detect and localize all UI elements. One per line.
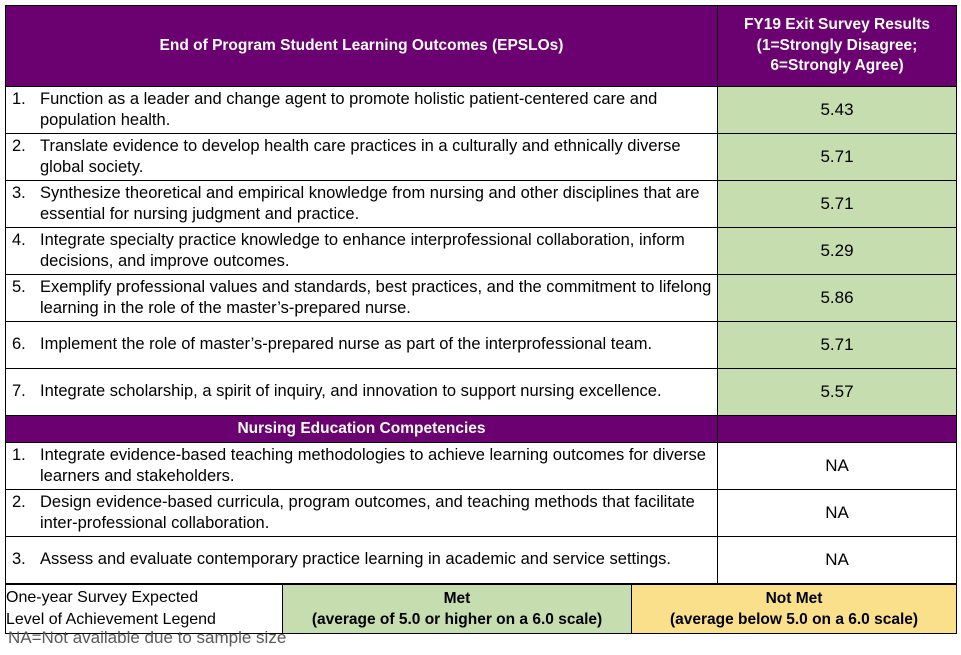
epslo-outcome-cell (6, 134, 718, 181)
competency-text: Integrate evidence-based teaching methodologies to achieve learning outcomes for diverse learners and stakeholders. (40, 445, 706, 485)
epslo-number: 7. (12, 382, 26, 401)
section-title-nursing-education-competencies: Nursing Education Competencies (6, 416, 718, 443)
table-row (6, 228, 957, 275)
competency-number: 3. (12, 550, 26, 569)
epslo-text: Integrate scholarship, a spirit of inquiry, and innovation to support nursing excellence. (40, 382, 662, 401)
epslo-text: Translate evidence to develop health care practices in a culturally and ethnically diverse global society. (40, 136, 681, 176)
epslo-score: 5.57 (718, 369, 957, 416)
epslo-outcome-cell (6, 181, 718, 228)
legend-row (6, 585, 957, 634)
header-results-line-3: 6=Strongly Agree) (770, 57, 904, 75)
epslo-outcome-cell (6, 87, 718, 134)
competency-outcome-cell (6, 490, 718, 537)
table-row (6, 443, 957, 490)
epslo-score: 5.43 (718, 87, 957, 134)
epslo-outcome-cell (6, 275, 718, 322)
table-row (6, 369, 957, 416)
table-row (6, 87, 957, 134)
competency-text: Assess and evaluate contemporary practice learning in academic and service settings. (40, 550, 671, 569)
legend-table (5, 584, 957, 634)
table-row (6, 275, 957, 322)
legend-met-title: Met (443, 589, 471, 607)
epslo-score: 5.71 (718, 134, 957, 181)
epslo-number: 3. (12, 183, 26, 202)
outcomes-table-container (5, 5, 956, 634)
legend-met-cell (283, 585, 632, 634)
epslo-number: 6. (12, 335, 26, 354)
competency-score: NA (718, 537, 957, 584)
competency-outcome-cell (6, 443, 718, 490)
legend-notmet-cell (632, 585, 957, 634)
epslo-score: 5.86 (718, 275, 957, 322)
legend-label-line-1: One-year Survey Expected (6, 588, 199, 606)
na-footnote: NA=Not available due to sample size (8, 628, 287, 647)
table-row (6, 490, 957, 537)
section-band-right-spacer (718, 416, 957, 443)
table-row (6, 322, 957, 369)
competency-text: Design evidence-based curricula, program outcomes, and teaching methods that facilitate inter-professional collaboration. (40, 492, 695, 532)
legend-label-line-2: Level of Achievement Legend (6, 611, 216, 628)
header-results-line-2: (1=Strongly Disagree; (756, 36, 918, 54)
header-results-column (718, 6, 957, 87)
competency-score: NA (718, 490, 957, 537)
legend-notmet-title: Not Met (765, 589, 823, 607)
table-row (6, 181, 957, 228)
epslo-results-table (5, 5, 957, 584)
legend-label (6, 585, 283, 634)
epslo-score: 5.29 (718, 228, 957, 275)
epslo-number: 1. (12, 89, 26, 108)
epslo-text: Function as a leader and change agent to promote holistic patient-centered care and population health. (40, 89, 658, 129)
epslo-text: Implement the role of master’s-prepared nurse as part of the interprofessional team. (40, 335, 653, 354)
competency-score: NA (718, 443, 957, 490)
epslo-text: Synthesize theoretical and empirical knowledge from nursing and other disciplines that are essential for nursing judgment and practice. (40, 183, 700, 223)
competency-number: 2. (12, 492, 26, 511)
epslo-text: Exemplify professional values and standards, best practices, and the commitment to lifelong learning in the role of the master’s-prepared nurse. (40, 277, 712, 317)
epslo-number: 5. (12, 277, 26, 296)
legend-notmet-detail: (average below 5.0 on a 6.0 scale) (669, 611, 919, 628)
legend-met-detail: (average of 5.0 or higher on a 6.0 scale) (311, 611, 603, 628)
epslo-outcome-cell (6, 369, 718, 416)
epslo-text: Integrate specialty practice knowledge to enhance interprofessional collaboration, inform decisions, and improve outcomes. (40, 230, 685, 270)
table-row (6, 537, 957, 584)
header-results-line-1: FY19 Exit Survey Results (743, 16, 931, 34)
competency-number: 1. (12, 445, 26, 464)
epslo-outcome-cell (6, 228, 718, 275)
table-header-row (6, 6, 957, 87)
header-epslo-column: End of Program Student Learning Outcomes (EPSLOs) (6, 6, 718, 87)
epslo-number: 2. (12, 136, 26, 155)
epslo-score: 5.71 (718, 322, 957, 369)
epslo-score: 5.71 (718, 181, 957, 228)
epslo-number: 4. (12, 230, 26, 249)
epslo-outcome-cell (6, 322, 718, 369)
competency-outcome-cell (6, 537, 718, 584)
table-row (6, 134, 957, 181)
section-band-row (6, 416, 957, 443)
